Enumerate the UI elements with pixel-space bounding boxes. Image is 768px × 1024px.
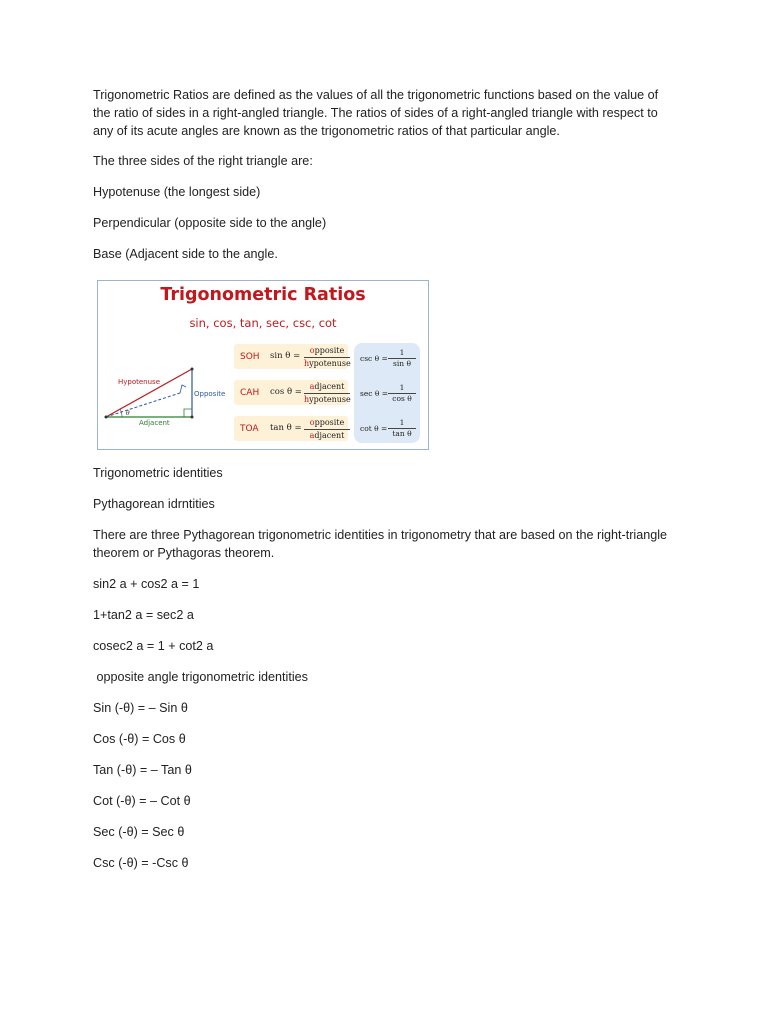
- sides-intro: The three sides of the right triangle are:: [93, 154, 313, 168]
- opposite-identity-cot: Cot (-θ) = – Cot θ: [93, 794, 191, 808]
- right-angle-mark: [184, 409, 192, 417]
- pythagorean-identity-1: sin2 a + cos2 a = 1: [93, 577, 200, 591]
- mnemonic-label: SOH: [240, 352, 260, 362]
- mnemonic-label: TOA: [240, 424, 259, 434]
- ratio-box-cos: [234, 380, 351, 405]
- document-body: [93, 86, 673, 872]
- ratio-function: cos θ =: [270, 387, 302, 397]
- ratio-function: sin θ =: [270, 351, 301, 361]
- opposite-identity-tan: Tan (-θ) = – Tan θ: [93, 763, 192, 777]
- angle-label: θ: [126, 410, 130, 417]
- right-triangle-diagram: [102, 365, 198, 427]
- intro-paragraph: Trigonometric Ratios are defined as the values of all the trigonometric functions based on the value of the ratio of sides in a right-angled triangle. The ratios of sides of a right-angled triangle with respect to any of its acute angles are known as the trigonometric ratios of that particular angle.: [93, 88, 659, 138]
- hypotenuse-label: Hypotenuse: [118, 378, 161, 386]
- side-perpendicular: Perpendicular (opposite side to the angle): [93, 216, 327, 230]
- ratio-fraction: opposite hypotenuse: [304, 346, 351, 368]
- figure-subtitle: sin, cos, tan, sec, csc, cot: [189, 316, 337, 330]
- angle-arc: [120, 409, 122, 417]
- pythagorean-heading: Pythagorean idrntities: [93, 497, 215, 511]
- ratio-function: tan θ =: [270, 423, 302, 433]
- opposite-identity-sin: Sin (-θ) = – Sin θ: [93, 701, 188, 715]
- ratio-fraction: opposite adjacent: [304, 418, 350, 441]
- opposite-identity-sec: Sec (-θ) = Sec θ: [93, 825, 185, 839]
- vertex-dot: [191, 416, 194, 419]
- opposite-identity-cos: Cos (-θ) = Cos θ: [93, 732, 186, 746]
- vertex-dot: [105, 416, 108, 419]
- pythagorean-intro: There are three Pythagorean trigonometric identities in trigonometry that are based on the right-triangle theorem or Pythagoras theorem.: [93, 528, 668, 560]
- opposite-identity-csc: Csc (-θ) = -Csc θ: [93, 856, 189, 870]
- identities-heading: Trigonometric identities: [93, 466, 223, 480]
- side-hypotenuse: Hypotenuse (the longest side): [93, 185, 261, 199]
- ratio-box-sin: [234, 344, 351, 369]
- figure-title: Trigonometric Ratios: [160, 285, 366, 305]
- opposite-label: Opposite: [194, 390, 226, 398]
- mnemonic-label: CAH: [240, 388, 260, 398]
- vertex-dot: [191, 368, 194, 371]
- trig-ratios-figure: [97, 280, 429, 450]
- side-base: Base (Adjacent side to the angle.: [93, 247, 278, 261]
- opposite-angle-heading: opposite angle trigonometric identities: [93, 670, 308, 684]
- reciprocal-box: csc θ = 1 sin θ sec θ = 1 cos θ cot θ = 1 tan θ: [354, 343, 420, 443]
- ratio-box-tan: [234, 416, 348, 441]
- adjacent-label: Adjacent: [139, 419, 170, 427]
- ratio-fraction: adjacent hypotenuse: [304, 382, 351, 404]
- pythagorean-identity-3: cosec2 a = 1 + cot2 a: [93, 639, 214, 653]
- pythagorean-identity-2: 1+tan2 a = sec2 a: [93, 608, 194, 622]
- dashed-right-mark: [180, 385, 186, 393]
